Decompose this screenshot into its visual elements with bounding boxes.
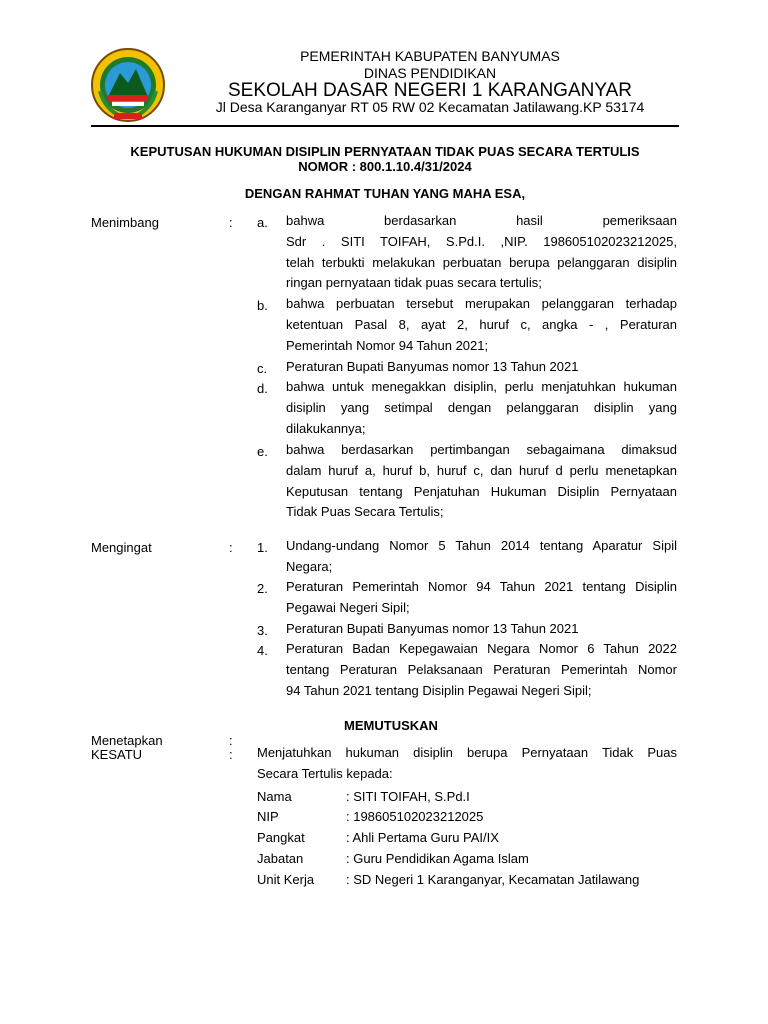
mengingat-label: Mengingat [91,540,152,555]
mengingat-item-3 [286,619,677,640]
text-line: Undang-undang Nomor 5 Tahun 2014 tentang Aparatur Sipil [286,538,677,553]
decree-number: NOMOR : 800.1.10.4/31/2024 [298,159,472,174]
text-line: 94 Tahun 2021 tentang Disiplin Pegawai Negeri Sipil; [286,682,592,698]
menimbang-colon: : [229,215,233,230]
menimbang-item-e [286,440,677,523]
text-line: Sdr . SITI TOIFAH, S.Pd.I. ,NIP. 198605102023212025, [286,233,677,249]
decree-title: KEPUTUSAN HUKUMAN DISIPLIN PERNYATAAN TIDAK PUAS SECARA TERTULIS [130,144,640,159]
text-line: Menjatuhkan hukuman disiplin berupa Pernyataan Tidak Puas [257,745,677,760]
text-line: bahwa perbuatan tersebut merupakan pelanggaran terhadap [286,296,677,311]
menetapkan-colon: : [229,733,233,748]
mengingat-marker-1: 1. [257,540,268,555]
header-address: Jl Desa Karanganyar RT 05 RW 02 Kecamatan Jatilawang.KP 53174 [215,99,645,115]
menimbang-label: Menimbang [91,215,159,230]
text-line: Negara; [286,558,333,574]
header-department: DINAS PENDIDIKAN [363,65,497,81]
header-government: PEMERINTAH KABUPATEN BANYUMAS [300,48,560,64]
field-jabatan-label: Jabatan [257,851,304,866]
menimbang-item-c [286,357,677,378]
field-pangkat-value: : Ahli Pertama Guru PAI/IX [346,830,499,845]
text-line: tentang Peraturan Pelaksanaan Peraturan Pemerintah Nomor [286,661,677,677]
text-line: Tidak Puas Secara Tertulis; [286,504,444,520]
text-line: dalam huruf a, huruf b, huruf c, dan huruf d perlu menetapkan [286,462,677,478]
text-line: ketentuan Pasal 8, ayat 2, huruf c, angka - , Peraturan [286,316,677,332]
field-nama-label: Nama [257,789,292,804]
menetapkan-label: Menetapkan [91,733,163,748]
mengingat-item-4 [286,639,677,701]
menimbang-marker-d: d. [257,381,268,396]
kesatu-colon: : [229,747,233,762]
memutuskan-heading: MEMUTUSKAN [344,718,438,733]
banyumas-regency-emblem-icon [90,47,166,123]
mengingat-marker-4: 4. [257,643,268,658]
field-jabatan-value: : Guru Pendidikan Agama Islam [346,851,529,866]
text-line: bahwa berdasarkan pertimbangan sebagaimana dimaksud [286,442,677,457]
field-unit-kerja-value: : SD Negeri 1 Karanganyar, Kecamatan Jatilawang [346,872,640,887]
rahmat-line: DENGAN RAHMAT TUHAN YANG MAHA ESA, [244,186,526,201]
menimbang-item-b [286,294,677,356]
mengingat-item-2 [286,577,677,619]
text-line: bahwa berdasarkan hasil pemeriksaan [286,213,677,228]
mengingat-marker-3: 3. [257,623,268,638]
text-line: telah terbukti melakukan perbuatan berupa pelanggaran disiplin [286,254,677,270]
mengingat-marker-2: 2. [257,581,268,596]
text-line: Pemerintah Nomor 94 Tahun 2021; [286,337,489,353]
field-nama-value: : SITI TOIFAH, S.Pd.I [346,789,470,804]
text-line: Keputusan tentang Penjatuhan Hukuman Disiplin Pernyataan [286,483,677,499]
text-line: bahwa untuk menegakkan disiplin, perlu menjatuhkan hukuman [286,379,677,394]
letterhead-divider [91,125,679,127]
menimbang-item-d [286,377,677,439]
mengingat-item-1 [286,536,677,578]
menimbang-marker-e: e. [257,444,268,459]
menimbang-marker-c: c. [257,361,268,376]
kesatu-text [257,743,677,785]
mengingat-colon: : [229,540,233,555]
text-line: Peraturan Badan Kepegawaian Negara Nomor 6 Tahun 2022 [286,641,677,656]
field-pangkat-label: Pangkat [257,830,305,845]
field-nip-label: NIP [257,809,279,824]
text-line: ringan pernyataan tidak puas secara tertulis; [286,275,542,291]
menimbang-marker-a: a. [257,215,268,230]
field-nip-value: : 198605102023212025 [346,809,484,824]
field-unit-kerja-label: Unit Kerja [257,872,315,887]
header-school-name: SEKOLAH DASAR NEGERI 1 KARANGANYAR [227,80,633,101]
menimbang-marker-b: b. [257,298,268,313]
text-line: Peraturan Bupati Banyumas nomor 13 Tahun 2021 [286,621,579,636]
text-line: Secara Tertulis kepada: [257,765,393,781]
menimbang-item-a [286,211,677,294]
text-line: Pegawai Negeri Sipil; [286,599,410,615]
text-line: disiplin yang setimpal dengan pelanggaran disiplin yang [286,399,677,415]
text-line: Peraturan Pemerintah Nomor 94 Tahun 2021 tentang Disiplin [286,579,677,594]
text-line: Peraturan Bupati Banyumas nomor 13 Tahun 2021 [286,359,579,374]
text-line: dilakukannya; [286,420,366,436]
kesatu-label: KESATU [91,747,143,762]
